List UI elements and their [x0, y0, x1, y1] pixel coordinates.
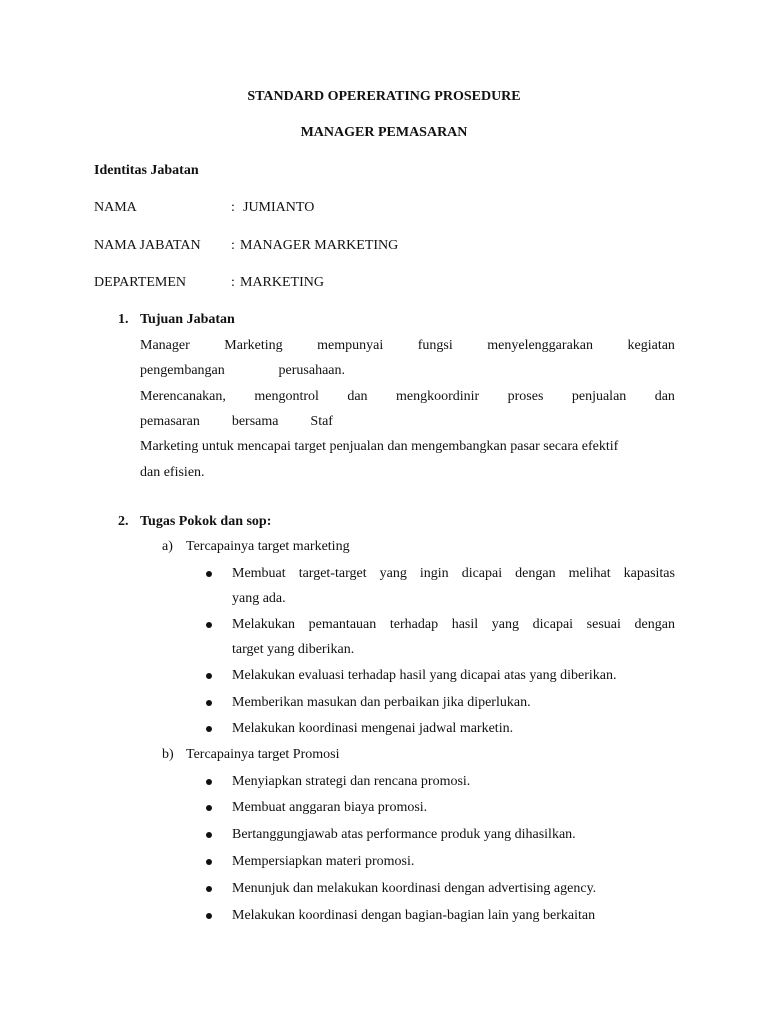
text-word: mengontrol — [254, 389, 319, 404]
bullet-icon — [206, 913, 212, 919]
text-word: mengkoordinir — [395, 389, 480, 404]
bullet-icon — [206, 571, 212, 577]
text-word: yang — [491, 617, 519, 632]
document-subtitle: MANAGER PEMASARAN — [300, 125, 468, 140]
text-word: ingin — [419, 566, 449, 581]
text-line — [140, 413, 333, 431]
text-word: Manager — [140, 338, 190, 353]
bullet-icon — [206, 726, 212, 732]
bullet-text: Bertanggungjawab atas performance produk yang dihasilkan. — [232, 827, 576, 842]
text-word: sesuai — [586, 617, 621, 632]
text-line — [232, 565, 675, 583]
bullet-text: Menyiapkan strategi dan rencana promosi. — [232, 774, 471, 789]
text-word: melihat — [568, 566, 611, 581]
identity-value: JUMIANTO — [243, 200, 315, 215]
text-line — [232, 667, 616, 685]
text-word: dicapai — [461, 566, 503, 581]
text-line — [140, 362, 345, 380]
text-line — [140, 464, 205, 482]
text-word: dengan — [634, 617, 675, 632]
identity-label: NAMA — [94, 200, 137, 215]
section-heading: Tujuan Jabatan — [140, 312, 235, 327]
identity-label: DEPARTEMEN — [94, 275, 186, 290]
text-line — [232, 694, 531, 712]
text-word: Staf — [310, 414, 333, 429]
text-word: terhadap — [389, 617, 439, 632]
bullet-icon — [206, 673, 212, 679]
text-word: dan efisien. — [140, 465, 205, 480]
text-line: target yang diberikan. — [232, 642, 355, 657]
sublist-marker: b) — [162, 747, 174, 762]
text-word: kegiatan — [627, 338, 675, 353]
text-word: Melakukan koordinasi mengenai jadwal marketin. — [232, 721, 514, 736]
text-line — [140, 388, 675, 406]
bullet-icon — [206, 832, 212, 838]
text-word: pengembangan — [140, 363, 225, 378]
text-word: Merencanakan, — [140, 389, 226, 404]
text-word: Marketing — [224, 338, 283, 353]
text-word: kapasitas — [623, 566, 675, 581]
text-word: Marketing untuk mencapai target penjualan dan mengembangkan pasar secara efektif — [140, 439, 619, 454]
text-line — [232, 616, 675, 634]
bullet-icon — [206, 779, 212, 785]
section-heading: Tugas Pokok dan sop: — [140, 514, 272, 529]
text-word: dicapai — [532, 617, 574, 632]
identity-separator: : — [231, 200, 235, 215]
section-number: 2. — [118, 514, 129, 529]
text-word: yang — [379, 566, 407, 581]
bullet-icon — [206, 859, 212, 865]
text-line — [140, 337, 675, 355]
text-word: fungsi — [417, 338, 453, 353]
identity-heading: Identitas Jabatan — [94, 163, 199, 178]
bullet-text: Melakukan koordinasi dengan bagian-bagian lain yang berkaitan — [232, 908, 596, 923]
text-word: dan — [654, 389, 675, 404]
text-word: Melakukan — [232, 617, 295, 632]
bullet-text: Menunjuk dan melakukan koordinasi dengan advertising agency. — [232, 881, 597, 896]
bullet-icon — [206, 700, 212, 706]
text-word: mempunyai — [317, 338, 384, 353]
text-word: Melakukan evaluasi terhadap hasil yang dicapai atas yang diberikan. — [232, 668, 617, 683]
bullet-text: Mempersiapkan materi promosi. — [232, 854, 415, 869]
text-word: bersama — [231, 414, 279, 429]
text-line — [232, 720, 513, 738]
text-word: Membuat — [232, 566, 286, 581]
identity-value: MANAGER MARKETING — [240, 238, 399, 253]
bullet-icon — [206, 805, 212, 811]
text-word: dan — [347, 389, 368, 404]
text-word: pemantauan — [308, 617, 377, 632]
sublist-marker: a) — [162, 539, 173, 554]
section-number: 1. — [118, 312, 129, 327]
sublist-label: Tercapainya target Promosi — [186, 747, 340, 762]
sublist-label: Tercapainya target marketing — [186, 539, 350, 554]
document-title: STANDARD OPERERATING PROSEDURE — [247, 89, 521, 104]
identity-value: MARKETING — [240, 275, 324, 290]
text-word: menyelenggarakan — [487, 338, 593, 353]
text-line: yang ada. — [232, 591, 286, 606]
text-word: hasil — [451, 617, 479, 632]
text-word: pemasaran — [140, 414, 200, 429]
text-word: dengan — [515, 566, 556, 581]
text-word: penjualan — [571, 389, 627, 404]
bullet-icon — [206, 886, 212, 892]
text-word: proses — [507, 389, 544, 404]
text-word: perusahaan. — [278, 363, 345, 378]
identity-separator: : — [231, 238, 235, 253]
identity-label: NAMA JABATAN — [94, 238, 201, 253]
identity-separator: : — [231, 275, 235, 290]
bullet-text: Membuat anggaran biaya promosi. — [232, 800, 428, 815]
text-word: Memberikan masukan dan perbaikan jika diperlukan. — [232, 695, 531, 710]
text-line — [140, 438, 618, 456]
text-word: target-target — [298, 566, 367, 581]
bullet-icon — [206, 622, 212, 628]
